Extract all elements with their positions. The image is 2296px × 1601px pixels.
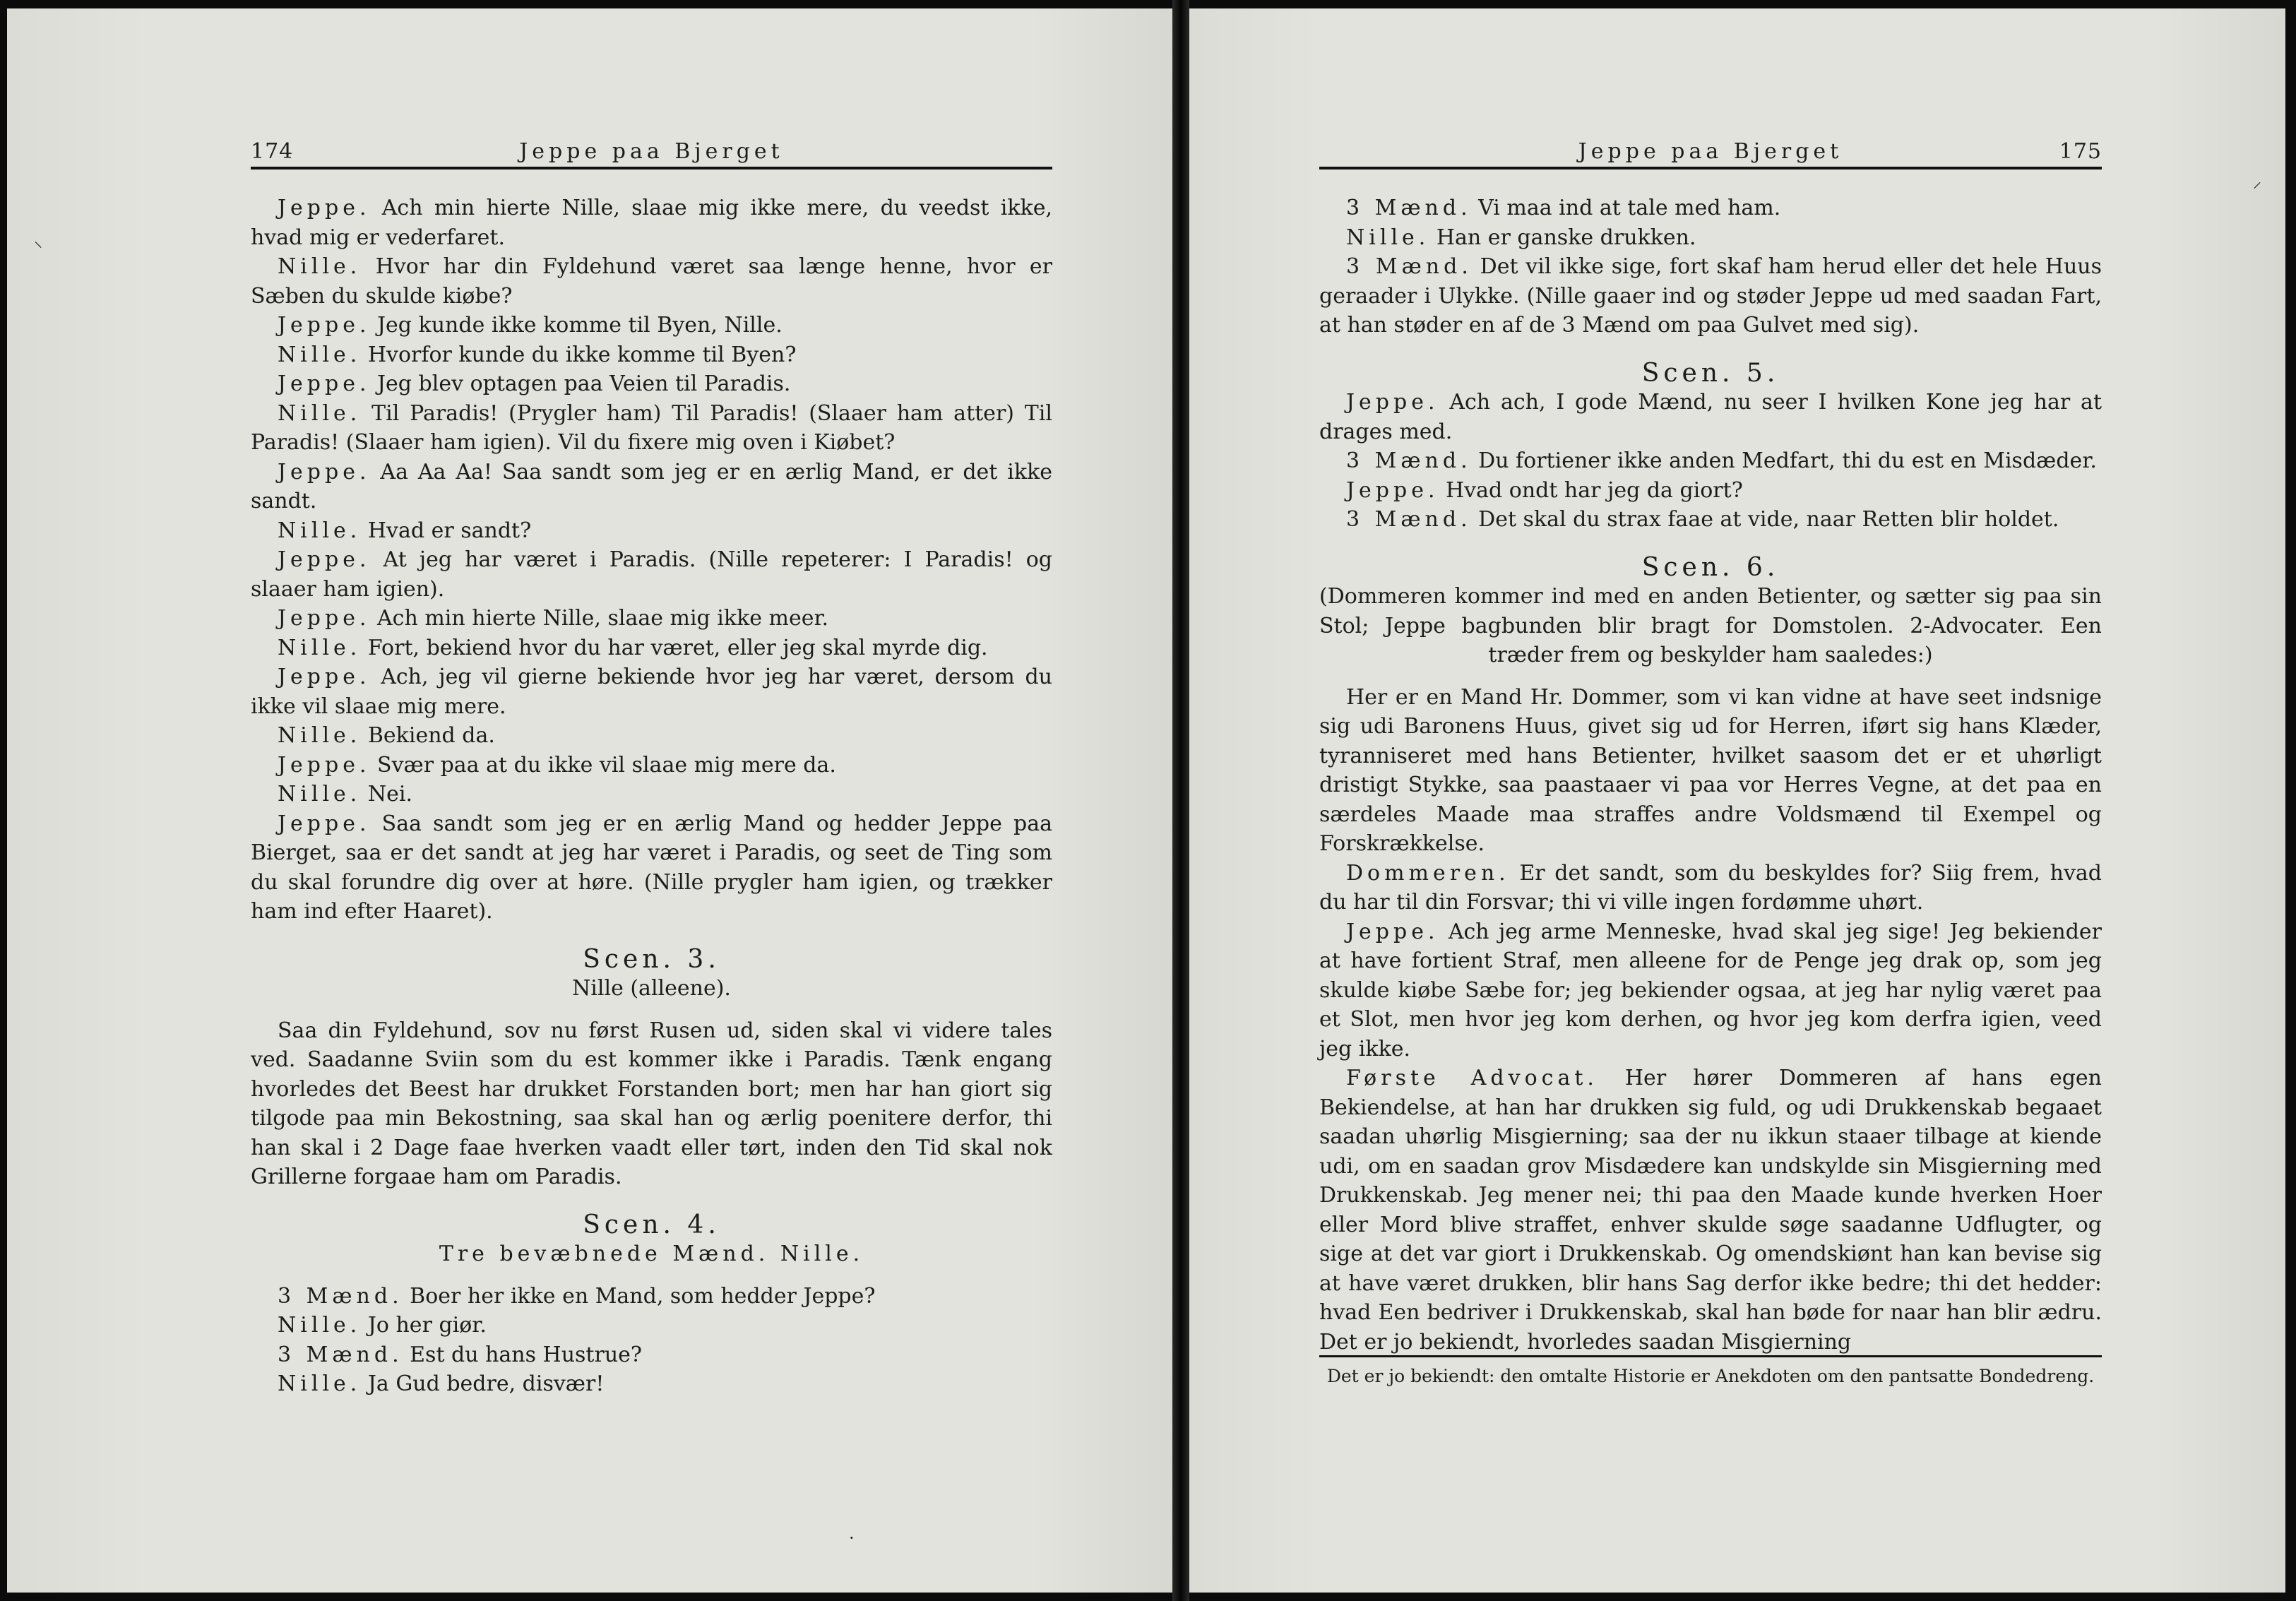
dialogue-line — [1319, 476, 2102, 506]
speaker-name: 3 Mænd. — [1346, 507, 1472, 532]
speech-text: Boer her ikke en Mand, som hedder Jeppe? — [403, 1283, 876, 1309]
footnote-rule — [1319, 1355, 2102, 1357]
speech-text: Hvorfor kunde du ikke komme til Byen? — [361, 342, 797, 367]
speech-text: Jeg kunde ikke komme til Byen, Nille. — [370, 313, 783, 338]
speaker-name: Første Advocat. — [1346, 1066, 1598, 1090]
speaker-name: Jeppe. — [278, 313, 371, 338]
speech-text: Bekiend da. — [361, 723, 495, 748]
speaker-name: Jeppe. — [278, 811, 371, 836]
running-title: Jeppe paa Bjerget — [1578, 139, 1843, 164]
speech-text: Saa sandt som jeg er en ærlig Mand og hedder Jeppe paa Bierget, saa er det sandt at jeg har været i Paradis, og seet de Ting som du skal forundre dig over at høre. (Nille prygler ham igien, og trækker ham ind efter Haaret). — [251, 811, 1052, 924]
book-gutter — [1172, 0, 1189, 1601]
speaker-name: Nille. — [278, 782, 362, 807]
dialogue-block — [1319, 194, 2102, 340]
monologue: Saa din Fyldehund, sov nu først Rusen ud, siden skal vi videre tales ved. Saadanne Sviin som du est kommer ikke i Paradis. Tænk engang hvorledes det Beest har drukket Forstanden bort; men har han giort sig tilgode paa min Bekostning, saa skal han og ærlig poenitere derfor, thi han skal i 2 Dage faae hverken vaadt eller tørt, inden den Tid skal nok Grillerne forgaae ham om Paradis. — [251, 1018, 1052, 1189]
speaker-name: 3 Mænd. — [1346, 448, 1472, 473]
speaker-name: Dommeren. — [1346, 860, 1510, 886]
dialogue-line — [1319, 1064, 2102, 1357]
dialogue-block — [251, 194, 1052, 927]
speaker-name: Nille. — [278, 1313, 362, 1338]
dialogue-line — [251, 399, 1052, 458]
dialogue-line — [1319, 505, 2102, 535]
speaker-name: Jeppe. — [278, 196, 371, 220]
dialogue-line — [251, 1369, 1052, 1399]
speech-text: Hvor har din Fyldehund været saa længe henne, hvor er Sæben du skulde kiøbe? — [251, 254, 1052, 309]
speaker-name: Jeppe. — [278, 606, 371, 631]
dialogue-line — [251, 633, 1052, 663]
speaker-name: Jeppe. — [1346, 390, 1439, 415]
dialogue-line — [251, 545, 1052, 604]
speaker-name: Jeppe. — [1346, 477, 1439, 503]
speech-text: Er det sandt, som du beskyldes for? Siig frem, hvad du har til din Forsvar; thi vi ville ingen fordømme uhørt. — [1319, 860, 2102, 915]
speech-text: At jeg har været i Paradis. (Nille repeterer: I Paradis! og slaaer ham igien). — [251, 547, 1052, 602]
speech-text: Fort, bekiend hvor du har været, eller jeg skal myrde dig. — [361, 635, 988, 660]
margin-mark: · — [849, 1528, 855, 1548]
speaker-name: Jeppe. — [278, 459, 371, 484]
page-number: 174 — [251, 139, 294, 164]
margin-mark: ⸝ — [2253, 172, 2261, 191]
left-page — [7, 8, 1172, 1593]
dialogue-line — [251, 340, 1052, 370]
dialogue-line — [1319, 194, 2102, 223]
dialogue-line — [251, 721, 1052, 751]
right-page — [1189, 8, 2285, 1593]
dialogue-block — [251, 1282, 1052, 1399]
dialogue-line — [251, 662, 1052, 721]
speech-text: Ach ach, I gode Mænd, nu seer I hvilken Kone jeg har at drages med. — [1319, 390, 2102, 444]
speaker-name: 3 Mænd. — [1346, 196, 1472, 220]
speaker-name: Nille. — [278, 518, 362, 543]
speaker-name: Nille. — [278, 1371, 362, 1396]
dialogue-line — [251, 369, 1052, 399]
scene-heading: Scen. 4. — [583, 1210, 720, 1239]
dialogue-line — [1319, 388, 2102, 446]
speech-text: Han er ganske drukken. — [1429, 225, 1696, 250]
dialogue-line — [1319, 917, 2102, 1064]
page-number: 175 — [2059, 139, 2102, 164]
speech-text: Ach min hierte Nille, slaae mig ikke meer. — [370, 606, 829, 631]
speech-text: Det skal du strax faae at vide, naar Retten blir holdet. — [1471, 507, 2059, 532]
footnote: Det er jo bekiendt: den omtalte Historie er Anekdoten om den pantsatte Bondedreng. — [1326, 1366, 2095, 1386]
speech-text: Hvad er sandt? — [361, 518, 532, 543]
left-body — [251, 194, 1052, 1399]
scene-heading: Scen. 5. — [1641, 358, 1780, 388]
speech-text: Nei. — [361, 782, 412, 807]
header-rule — [251, 167, 1052, 169]
stage-direction: (Dommeren kommer ind med en anden Betienter, og sætter sig paa sin Stol; Jeppe bagbunden blir bragt for Domstolen. 2-Advocater. Een træder frem og beskylder ham saaledes:) — [1319, 584, 2102, 667]
speech-text: Svær paa at du ikke vil slaae mig mere da. — [370, 752, 836, 778]
speaker-name: Nille. — [1346, 225, 1430, 250]
speaker-name: Nille. — [278, 254, 362, 279]
dialogue-line — [251, 1340, 1052, 1370]
speech-text: Est du hans Hustrue? — [403, 1342, 642, 1367]
running-title: Jeppe paa Bjerget — [519, 139, 784, 164]
speech-text: Ach, jeg vil gierne bekiende hvor jeg har været, dersom du ikke vil slaae mig mere. — [251, 665, 1052, 719]
dialogue-line — [251, 311, 1052, 340]
speech-text: Ach jeg arme Menneske, hvad skal jeg sige! Jeg bekiender at have fortient Straf, men alleene for de Penge jeg drak op, som jeg skulde kiøbe Sæbe for; jeg bekiender ogsaa, at jeg har nylig været paa et Slot, men hvor jeg kom derhen, og hvor jeg kom derfra igien, veed jeg ikke. — [1319, 919, 2102, 1061]
accusation-speech: Her er en Mand Hr. Dommer, som vi kan vidne at have seet indsnige sig udi Baronens Huus, givet sig ud for Herren, iført sig hans Klæder, tyranniseret med hans Betienter, hvilket saasom det er et uhørligt dristigt Stykke, saa paastaaer vi paa vor Herres Vegne, at det paa en særdeles Maade maa straffes andre Voldsmænd til Exempel og Forskrækkelse. — [1319, 684, 2102, 856]
speaker-name: Nille. — [278, 400, 362, 426]
speech-text: Ja Gud bedre, disvær! — [361, 1371, 605, 1396]
speech-text: Ach min hierte Nille, slaae mig ikke mere, du veedst ikke, hvad mig er vederfaret. — [251, 196, 1052, 250]
margin-mark: ⸜ — [34, 231, 42, 251]
dialogue-line — [251, 1282, 1052, 1311]
right-body — [1319, 194, 2102, 1357]
speaker-name: 3 Mænd. — [278, 1342, 403, 1367]
speaker-name: Jeppe. — [278, 371, 371, 396]
speech-text: Det vil ikke sige, fort skaf ham herud eller det hele Huus geraader i Ulykke. (Nille gaaer ind og støder Jeppe ud med saadan Fart, at han støder en af de 3 Mænd om paa Gulvet med sig). — [1319, 254, 2102, 338]
dialogue-line — [1319, 223, 2102, 253]
dialogue-line — [251, 1311, 1052, 1340]
speaker-name: 3 Mænd. — [1346, 254, 1473, 279]
dialogue-block — [1319, 859, 2102, 1357]
speech-text: Hvad ondt har jeg da giort? — [1439, 477, 1743, 503]
dialogue-line — [1319, 252, 2102, 340]
speaker-name: Nille. — [278, 723, 362, 748]
speech-text: Vi maa ind at tale med ham. — [1471, 196, 1781, 220]
dialogue-line — [1319, 446, 2102, 476]
speaker-name: Jeppe. — [1346, 919, 1439, 944]
speaker-name: Jeppe. — [278, 547, 371, 572]
header-rule — [1319, 167, 2102, 169]
scene-heading: Scen. 6. — [1641, 552, 1780, 582]
speaker-name: Jeppe. — [278, 665, 371, 689]
scene-subheading: Nille (alleene). — [572, 976, 731, 1001]
dialogue-line — [251, 252, 1052, 311]
speaker-name: 3 Mænd. — [278, 1283, 403, 1309]
dialogue-line — [251, 458, 1052, 516]
speech-text: Aa Aa Aa! Saa sandt som jeg er en ærlig Mand, er det ikke sandt. — [251, 459, 1052, 513]
scene-subheading: Tre bevæbnede Mænd. Nille. — [439, 1242, 864, 1266]
speaker-name: Nille. — [278, 635, 362, 660]
dialogue-line — [251, 604, 1052, 633]
dialogue-block — [1319, 388, 2102, 535]
scene-heading: Scen. 3. — [583, 944, 720, 974]
speech-text: Jeg blev optagen paa Veien til Paradis. — [370, 371, 791, 396]
speech-text: Til Paradis! (Prygler ham) Til Paradis! (Slaaer ham atter) Til Paradis! (Slaaer ham igien). Vil du fixere mig oven i Kiøbet? — [251, 400, 1052, 455]
speech-text: Jo her giør. — [361, 1313, 487, 1338]
dialogue-line — [1319, 859, 2102, 917]
dialogue-line — [251, 809, 1052, 927]
dialogue-line — [251, 194, 1052, 252]
dialogue-line — [251, 516, 1052, 546]
speech-text: Her hører Dommeren af hans egen Bekiendelse, at han har drukken sig fuld, og udi Drukkenskab begaaet saadan uhørlig Misgierning; saa der nu ikkun staaer tilbage at kiende udi, om en saadan grov Misdædere kan undskylde sin Misgierning med Drukkenskab. Jeg mener nei; thi paa den Maade kunde hverken Hoer eller Mord blive straffet, enhver skulde søge saadanne Udflugter, og sige at det var giort i Drukkenskab. Og omendskiønt han kan bevise sig at have været drukken, blir hans Sag derfor ikke bedre; thi det hedder: hvad Een bedriver i Drukkenskab, skal han bøde for naar han blir ædru. Det er jo bekiendt, hvorledes saadan Misgierning — [1319, 1066, 2102, 1355]
dialogue-line — [251, 780, 1052, 809]
speaker-name: Nille. — [278, 342, 362, 367]
dialogue-line — [251, 751, 1052, 780]
speaker-name: Jeppe. — [278, 752, 371, 778]
speech-text: Du fortiener ikke anden Medfart, thi du est en Misdæder. — [1471, 448, 2097, 473]
